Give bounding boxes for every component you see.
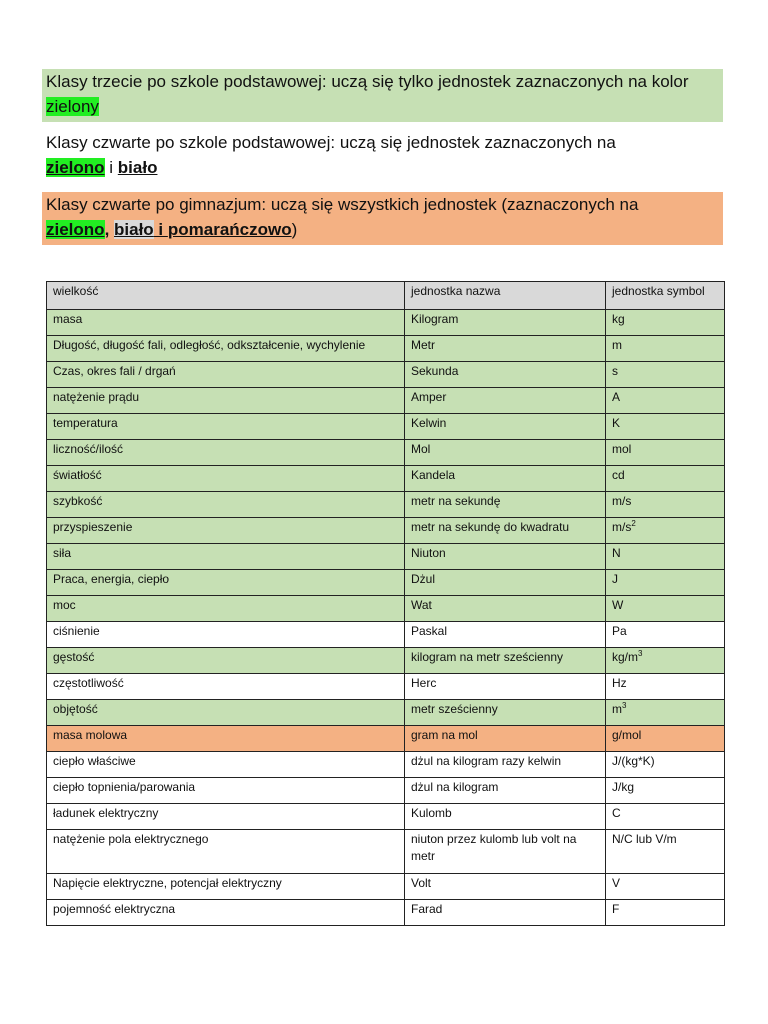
table-row — [47, 414, 725, 440]
legend-grade3 — [42, 69, 723, 122]
legend-grade4-primary — [42, 130, 723, 183]
legend-gym-orange-highlight: pomarańczowo — [167, 220, 292, 239]
cell-unit-name: Wat — [405, 596, 606, 622]
unit-symbol-text: s — [612, 364, 618, 378]
cell-quantity: ciepło właściwe — [47, 752, 405, 778]
cell-unit-name: Mol — [405, 440, 606, 466]
legend-grade4-text: Klasy czwarte po szkole podstawowej: uczą się jednostek zaznaczonych na — [46, 133, 616, 152]
legend-grade4-and: i — [104, 158, 118, 177]
unit-symbol-text: kg/m — [612, 650, 639, 664]
cell-unit-name: Kelwin — [405, 414, 606, 440]
legend-gym-text: Klasy czwarte po gimnazjum: uczą się wszystkich jednostek (zaznaczonych na — [46, 195, 639, 214]
cell-unit-name: niuton przez kulomb lub volt na metr — [405, 830, 606, 874]
cell-quantity: temperatura — [47, 414, 405, 440]
table-row — [47, 388, 725, 414]
cell-unit-name: dżul na kilogram — [405, 778, 606, 804]
unit-symbol-exponent: 3 — [622, 701, 627, 710]
cell-unit-symbol — [606, 830, 725, 874]
table-row — [47, 596, 725, 622]
cell-unit-symbol — [606, 310, 725, 336]
cell-unit-name: Dżul — [405, 570, 606, 596]
cell-unit-symbol — [606, 648, 725, 674]
cell-unit-name: metr na sekundę — [405, 492, 606, 518]
cell-unit-symbol — [606, 596, 725, 622]
unit-symbol-text: V — [612, 876, 621, 890]
cell-unit-symbol — [606, 726, 725, 752]
unit-symbol-text: J/kg — [612, 780, 635, 794]
cell-quantity: moc — [47, 596, 405, 622]
unit-symbol-exponent: 3 — [638, 649, 643, 658]
cell-unit-symbol — [606, 674, 725, 700]
cell-unit-name: Sekunda — [405, 362, 606, 388]
table-row — [47, 336, 725, 362]
unit-symbol-text: W — [612, 598, 624, 612]
unit-symbol-text: C — [612, 806, 621, 820]
table-row — [47, 362, 725, 388]
cell-quantity: masa molowa — [47, 726, 405, 752]
unit-symbol-exponent: 2 — [631, 519, 636, 528]
cell-quantity: pojemność elektryczna — [47, 900, 405, 926]
cell-unit-name: Herc — [405, 674, 606, 700]
cell-unit-symbol — [606, 440, 725, 466]
unit-symbol-text: mol — [612, 442, 632, 456]
cell-unit-symbol — [606, 804, 725, 830]
unit-symbol-text: Hz — [612, 676, 627, 690]
cell-quantity: masa — [47, 310, 405, 336]
legend-gym-and: i — [153, 220, 168, 239]
cell-unit-symbol — [606, 544, 725, 570]
cell-unit-symbol — [606, 466, 725, 492]
header-unit-symbol: jednostka symbol — [606, 282, 725, 310]
cell-unit-symbol — [606, 752, 725, 778]
table-row — [47, 440, 725, 466]
legend-gym-white-highlight: biało — [114, 220, 154, 239]
cell-unit-name: Kilogram — [405, 310, 606, 336]
cell-quantity: ładunek elektryczny — [47, 804, 405, 830]
cell-unit-symbol — [606, 518, 725, 544]
cell-quantity: Długość, długość fali, odległość, odkształcenie, wychylenie — [47, 336, 405, 362]
cell-quantity: liczność/ilość — [47, 440, 405, 466]
cell-unit-name: Kulomb — [405, 804, 606, 830]
cell-unit-symbol — [606, 874, 725, 900]
cell-quantity: ciśnienie — [47, 622, 405, 648]
unit-symbol-text: A — [612, 390, 621, 404]
cell-unit-name: gram na mol — [405, 726, 606, 752]
cell-quantity: Czas, okres fali / drgań — [47, 362, 405, 388]
cell-unit-name: kilogram na metr sześcienny — [405, 648, 606, 674]
cell-quantity: szybkość — [47, 492, 405, 518]
units-table-body — [47, 282, 725, 926]
table-header-row — [47, 282, 725, 310]
table-row — [47, 466, 725, 492]
unit-symbol-text: kg — [612, 312, 625, 326]
cell-unit-symbol — [606, 778, 725, 804]
unit-symbol-text: N — [612, 546, 621, 560]
units-table — [46, 281, 725, 926]
cell-unit-name: dżul na kilogram razy kelwin — [405, 752, 606, 778]
table-row — [47, 830, 725, 874]
cell-quantity: natężenie pola elektrycznego — [47, 830, 405, 874]
cell-quantity: przyspieszenie — [47, 518, 405, 544]
table-row — [47, 492, 725, 518]
table-row — [47, 544, 725, 570]
unit-symbol-text: m/s — [612, 494, 632, 508]
table-row — [47, 674, 725, 700]
unit-symbol-text: Pa — [612, 624, 627, 638]
unit-symbol-text: g/mol — [612, 728, 642, 742]
cell-quantity: siła — [47, 544, 405, 570]
table-row — [47, 804, 725, 830]
cell-quantity: częstotliwość — [47, 674, 405, 700]
table-row — [47, 310, 725, 336]
header-unit-name: jednostka nazwa — [405, 282, 606, 310]
unit-symbol-text: J/(kg*K) — [612, 754, 655, 768]
cell-unit-symbol — [606, 622, 725, 648]
legend-gym-green-highlight: zielono — [46, 220, 105, 239]
cell-unit-symbol — [606, 700, 725, 726]
cell-unit-name: metr na sekundę do kwadratu — [405, 518, 606, 544]
legend-grade3-text: Klasy trzecie po szkole podstawowej: uczą się tylko jednostek zaznaczonych na kolor — [46, 72, 689, 91]
unit-symbol-text: J — [612, 572, 618, 586]
table-row — [47, 622, 725, 648]
cell-unit-name: metr sześcienny — [405, 700, 606, 726]
cell-unit-name: Paskal — [405, 622, 606, 648]
legend-gym-comma: , — [104, 220, 115, 239]
cell-unit-name: Amper — [405, 388, 606, 414]
table-row — [47, 700, 725, 726]
cell-quantity: gęstość — [47, 648, 405, 674]
cell-quantity: objętość — [47, 700, 405, 726]
table-row — [47, 752, 725, 778]
table-row — [47, 778, 725, 804]
unit-symbol-text: cd — [612, 468, 625, 482]
cell-unit-name: Farad — [405, 900, 606, 926]
legend-grade3-green-highlight: zielony — [46, 97, 99, 116]
cell-unit-symbol — [606, 362, 725, 388]
cell-unit-name: Metr — [405, 336, 606, 362]
table-row — [47, 518, 725, 544]
cell-quantity: Praca, energia, ciepło — [47, 570, 405, 596]
cell-quantity: Napięcie elektryczne, potencjał elektryczny — [47, 874, 405, 900]
cell-unit-name: Kandela — [405, 466, 606, 492]
table-row — [47, 726, 725, 752]
legend-grade4-white-highlight: biało — [117, 158, 158, 177]
cell-unit-name: Volt — [405, 874, 606, 900]
table-row — [47, 874, 725, 900]
cell-unit-symbol — [606, 414, 725, 440]
cell-unit-symbol — [606, 336, 725, 362]
unit-symbol-text: F — [612, 902, 620, 916]
header-quantity: wielkość — [47, 282, 405, 310]
table-row — [47, 648, 725, 674]
unit-symbol-text: m — [612, 702, 622, 716]
table-row — [47, 900, 725, 926]
unit-symbol-text: K — [612, 416, 621, 430]
cell-quantity: natężenie prądu — [47, 388, 405, 414]
legend-gym-close: ) — [291, 220, 298, 239]
cell-unit-symbol — [606, 388, 725, 414]
cell-unit-symbol — [606, 900, 725, 926]
cell-unit-name: Niuton — [405, 544, 606, 570]
cell-quantity: ciepło topnienia/parowania — [47, 778, 405, 804]
legend-grade4-gymnasium — [42, 192, 723, 245]
table-row — [47, 570, 725, 596]
cell-unit-symbol — [606, 570, 725, 596]
legend-grade4-green-highlight: zielono — [46, 158, 105, 177]
unit-symbol-text: m — [612, 338, 622, 352]
unit-symbol-text: m/s — [612, 520, 632, 534]
cell-unit-symbol — [606, 492, 725, 518]
cell-quantity: światłość — [47, 466, 405, 492]
unit-symbol-text: N/C lub V/m — [612, 832, 677, 846]
